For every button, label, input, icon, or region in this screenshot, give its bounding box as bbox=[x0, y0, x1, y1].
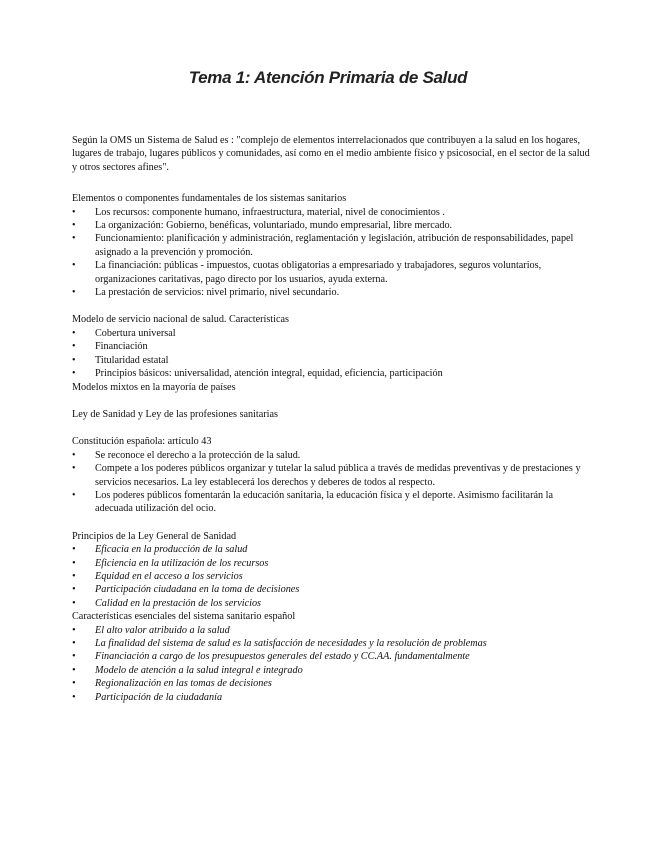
list-item: • Eficacia en la producción de la salud bbox=[72, 543, 592, 556]
page-title: Tema 1: Atención Primaria de Salud bbox=[188, 68, 468, 87]
list-item: • Compete a los poderes públicos organizar y tutelar la salud pública a través de medidas preventivas y de prestaciones y servicios necesarios. La ley establecerá los derechos y deberes de todos al respecto. bbox=[72, 462, 592, 489]
list-item: • La prestación de servicios: nivel primario, nivel secundario. bbox=[72, 286, 592, 299]
list-item: • Participación ciudadana en la toma de decisiones bbox=[72, 583, 592, 596]
list-item: • Se reconoce el derecho a la protección de la salud. bbox=[72, 449, 592, 462]
list-item: • Financiación bbox=[72, 340, 592, 353]
list-item: • Participación de la ciudadanía bbox=[72, 691, 592, 704]
list-item: • Cobertura universal bbox=[72, 327, 592, 340]
constitucion-heading: Constitución española: artículo 43 bbox=[72, 436, 212, 448]
list-item: • Modelo de atención a la salud integral e integrado bbox=[72, 664, 592, 677]
elementos-heading: Elementos o componentes fundamentales de los sistemas sanitarios bbox=[72, 193, 347, 205]
principios-list bbox=[72, 543, 592, 610]
list-item: • Los recursos: componente humano, infraestructura, material, nivel de conocimientos . bbox=[72, 206, 592, 219]
list-item: • Calidad en la prestación de los servicios bbox=[72, 597, 592, 610]
list-item: • Financiación a cargo de los presupuestos generales del estado y CC.AA. fundamentalmente bbox=[72, 650, 592, 663]
caracteristicas-list bbox=[72, 624, 592, 704]
ley-heading: Ley de Sanidad y Ley de las profesiones sanitarias bbox=[72, 408, 278, 420]
principios-heading: Principios de la Ley General de Sanidad bbox=[72, 530, 237, 542]
intro-paragraph: Según la OMS un Sistema de Salud es : "complejo de elementos interrelacionados que contribuyen a la salud en los hogares, lugares de trabajo, lugares públicos y comunidades, así como en el medio ambiente físico y psicosocial, en el sector de la salud y otros sectores afines". bbox=[72, 135, 590, 173]
list-item: • Titularidad estatal bbox=[72, 354, 592, 367]
list-item: • El alto valor atribuido a la salud bbox=[72, 624, 592, 637]
list-item: • Principios básicos: universalidad, atención integral, equidad, eficiencia, participación bbox=[72, 367, 592, 380]
modelo-list bbox=[72, 327, 592, 381]
list-item: • Regionalización en las tomas de decisiones bbox=[72, 677, 592, 690]
document-body bbox=[72, 134, 592, 704]
elementos-list bbox=[72, 206, 592, 300]
list-item: • Equidad en el acceso a los servicios bbox=[72, 570, 592, 583]
list-item: • Los poderes públicos fomentarán la educación sanitaria, la educación física y el deporte. Asimismo facilitarán la adecuada utilización del ocio. bbox=[72, 489, 592, 516]
list-item: • La financiación: públicas - impuestos, cuotas obligatorias a empresariado y trabajadores, seguros voluntarios, organizaciones caritativas, pago directo por los usuarios, ayuda externa. bbox=[72, 259, 592, 286]
modelo-footer: Modelos mixtos en la mayoría de países bbox=[72, 381, 236, 393]
list-item: • Eficiencia en la utilización de los recursos bbox=[72, 557, 592, 570]
list-item: • Funcionamiento: planificación y administración, reglamentación y legislación, atribución de responsabilidades, papel asignado a la prevención y promoción. bbox=[72, 232, 592, 259]
list-item: • La finalidad del sistema de salud es la satisfacción de necesidades y la resolución de problemas bbox=[72, 637, 592, 650]
modelo-heading: Modelo de servicio nacional de salud. Características bbox=[72, 314, 289, 326]
list-item: • La organización: Gobierno, benéficas, voluntariado, mundo empresarial, libre mercado. bbox=[72, 219, 592, 232]
constitucion-list bbox=[72, 449, 592, 516]
caracteristicas-heading: Características esenciales del sistema sanitario español bbox=[72, 611, 296, 623]
